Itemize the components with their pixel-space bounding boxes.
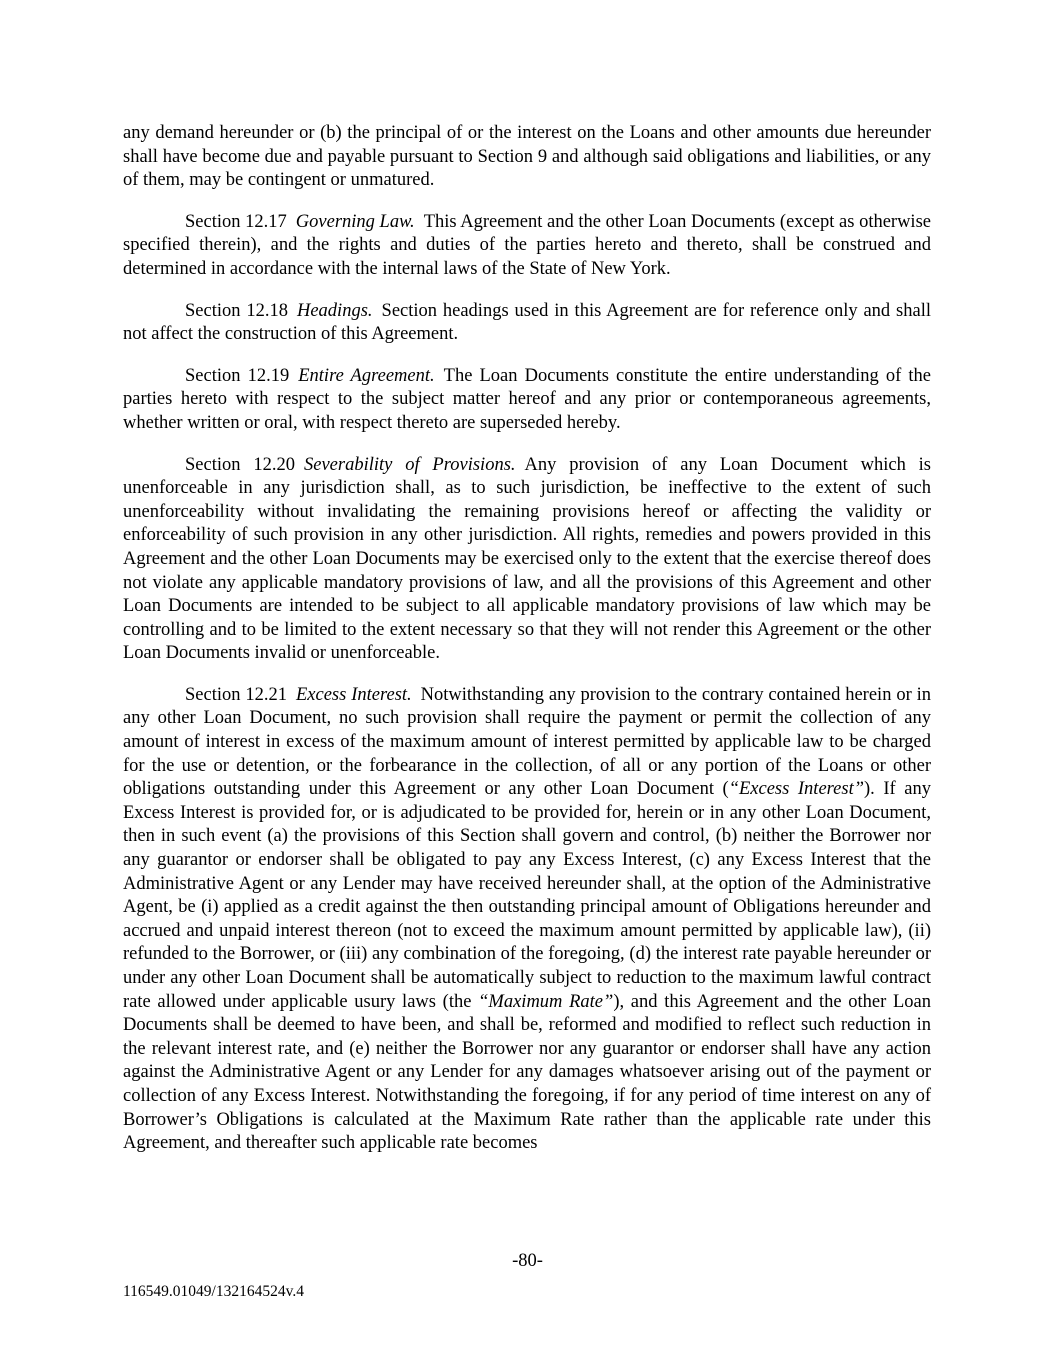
section-12-18-title: Headings. bbox=[296, 300, 373, 321]
section-12-21-paragraph bbox=[123, 684, 931, 1156]
section-12-21-label: Section 12.21 bbox=[185, 684, 287, 705]
document-body bbox=[123, 122, 931, 1174]
section-12-21-title: Excess Interest. bbox=[296, 684, 412, 705]
footer-reference: 116549.01049/132164524v.4 bbox=[123, 1283, 304, 1300]
section-12-21-body-part-3: ), and this Agreement and the other Loan Documents shall be deemed to have been, and shall be, reformed and modified to reflect such reduction in the relevant interest rate, and (e) neither the Borrower nor any guarantor or endorser shall have any action against the Administrative Agent or any Lender for any damages whatsoever arising out of the payment or collection of any Excess Interest. Notwithstanding the foregoing, if for any period of time interest on any of Borrower’s Obligations is calculated at the Maximum Rate rather than the applicable rate under this Agreement, and thereafter such applicable rate becomes bbox=[123, 991, 931, 1154]
section-12-17-label: Section 12.17 bbox=[185, 211, 287, 232]
section-12-18-paragraph bbox=[123, 300, 931, 347]
section-12-21-body-part-1: Notwithstanding any provision to the contrary contained herein or in any other Loan Document, no such provision shall require the payment or permit the collection of any amount of interest in excess of the maximum amount of interest permitted by applicable law to be charged for the use or detention, or the forbearance in the collection, of all or any portion of the Loans or other obligations outstanding under this Agreement or any other Loan Document ( bbox=[123, 684, 931, 800]
paragraph-continuation bbox=[123, 122, 931, 193]
section-12-20-paragraph bbox=[123, 454, 931, 666]
defined-term-maximum-rate: “Maximum Rate” bbox=[478, 991, 614, 1012]
section-12-18-body: Section headings used in this Agreement are for reference only and shall not affect the construction of this Agreement. bbox=[123, 300, 931, 345]
page-number: -80- bbox=[512, 1251, 543, 1271]
section-12-19-paragraph bbox=[123, 365, 931, 436]
paragraph-continuation-text: any demand hereunder or (b) the principal of or the interest on the Loans and other amounts due hereunder shall have become due and payable pursuant to Section 9 and although said obligations and liabilities, or any of them, may be contingent or unmatured. bbox=[123, 123, 931, 191]
section-12-18-label: Section 12.18 bbox=[185, 300, 288, 321]
section-12-19-body: The Loan Documents constitute the entire understanding of the parties hereto with respect to the subject matter hereof and any prior or contemporaneous agreements, whether written or oral, with respect thereto are superseded hereby. bbox=[123, 365, 931, 433]
section-12-20-label: Section 12.20 bbox=[185, 454, 295, 475]
section-12-17-body: This Agreement and the other Loan Documents (except as otherwise specified therein), and the rights and duties of the parties hereto and thereto, shall be construed and determined in accordance with the internal laws of the State of New York. bbox=[123, 211, 931, 279]
section-12-20-title: Severability of Provisions. bbox=[303, 454, 516, 475]
section-12-21-body-part-2: ). If any Excess Interest is provided for, or is adjudicated to be provided for, herein or in any other Loan Document, then in such event (a) the provisions of this Section shall govern and control, (b) neither the Borrower nor any guarantor or endorser shall be obligated to pay any Excess Interest, (c) any Excess Interest that the Administrative Agent or any Lender may have received hereunder shall, at the option of the Administrative Agent, be (i) applied as a credit against the then outstanding principal amount of Obligations hereunder and accrued and unpaid interest thereon (not to exceed the maximum amount permitted by applicable law), (ii) refunded to the Borrower, or (iii) any combination of the foregoing, (d) the interest rate payable hereunder or under any other Loan Document shall be automatically subject to reduction to the maximum lawful contract rate allowed under applicable usury laws (the bbox=[123, 779, 931, 1012]
section-12-20-body: Any provision of any Loan Document which is unenforceable in any jurisdiction shall, as to such jurisdiction, be ineffective to the extent of such unenforceability without invalidating the remaining provisions hereof or affecting the validity or enforceability of such provision in any other jurisdiction. All rights, remedies and powers provided in this Agreement and the other Loan Documents may be exercised only to the extent that the exercise thereof does not violate any applicable mandatory provisions of law, and all the provisions of this Agreement and other Loan Documents are intended to be subject to all applicable mandatory provisions of law which may be controlling and to be limited to the extent necessary so that they will not render this Agreement or the other Loan Documents invalid or unenforceable. bbox=[123, 454, 932, 664]
section-12-17-paragraph bbox=[123, 211, 931, 282]
section-12-19-label: Section 12.19 bbox=[185, 365, 290, 386]
section-12-17-title: Governing Law. bbox=[295, 211, 415, 232]
section-12-19-title: Entire Agreement. bbox=[298, 365, 435, 386]
defined-term-excess-interest: “Excess Interest” bbox=[728, 779, 865, 800]
